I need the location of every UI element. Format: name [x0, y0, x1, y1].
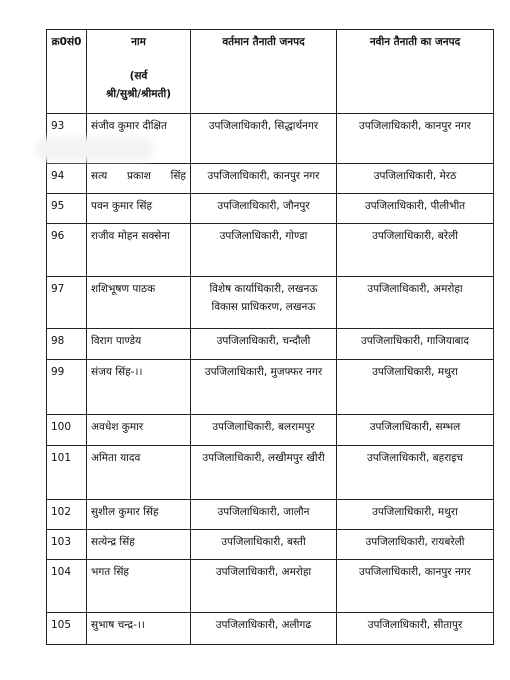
table-row	[47, 613, 494, 645]
header-name-sub2: श्री/सुश्री/श्रीमती)	[105, 88, 171, 100]
row-new-posting: उपजिलाधिकारी, सीतापुर	[337, 613, 494, 645]
row-serial: 93	[47, 114, 87, 164]
row-new-posting: उपजिलाधिकारी, अमरोहा	[337, 277, 494, 329]
header-name-label: नाम	[131, 36, 146, 48]
table-row	[47, 500, 494, 530]
row-current-posting: उपजिलाधिकारी, लखीमपुर खीरी	[191, 446, 337, 500]
row-serial: 98	[47, 329, 87, 360]
row-serial: 97	[47, 277, 87, 329]
row-new-posting: उपजिलाधिकारी, रायबरेली	[337, 530, 494, 560]
row-current-posting: उपजिलाधिकारी, अमरोहा	[191, 560, 337, 613]
table-body	[47, 114, 494, 645]
table-row	[47, 446, 494, 500]
row-current-posting: उपजिलाधिकारी, कानपुर नगर	[191, 164, 337, 194]
row-current-posting: विशेष कार्याधिकारी, लखनऊ विकास प्राधिकरण, लखनऊ	[191, 277, 337, 329]
row-serial: 94	[47, 164, 87, 194]
row-current-posting: उपजिलाधिकारी, चन्दौली	[191, 329, 337, 360]
table-row	[47, 415, 494, 446]
row-current-posting: उपजिलाधिकारी, अलीगढ	[191, 613, 337, 645]
row-name: सुभाष चन्द्र-।।	[87, 613, 191, 645]
row-current-posting: उपजिलाधिकारी, बलरामपुर	[191, 415, 337, 446]
table-row	[47, 329, 494, 360]
table-row	[47, 560, 494, 613]
table-row	[47, 164, 494, 194]
row-name: अमिता यादव	[87, 446, 191, 500]
row-name: सुशील कुमार सिंह	[87, 500, 191, 530]
row-serial: 101	[47, 446, 87, 500]
row-current-posting: उपजिलाधिकारी, सिद्धार्थनगर	[191, 114, 337, 164]
row-name: अवधेश कुमार	[87, 415, 191, 446]
row-name: सत्य प्रकाश सिंह	[87, 164, 191, 194]
row-name: सत्येन्द्र सिंह	[87, 530, 191, 560]
header-row	[47, 30, 494, 114]
table-row	[47, 224, 494, 277]
row-new-posting: उपजिलाधिकारी, कानपुर नगर	[337, 114, 494, 164]
row-serial: 104	[47, 560, 87, 613]
row-serial: 95	[47, 194, 87, 224]
row-name: संजय सिंह-।।	[87, 360, 191, 415]
scan-smudge	[36, 137, 154, 161]
header-current-posting: वर्तमान तैनाती जनपद	[191, 30, 337, 114]
header-serial: क्र0सं0	[47, 30, 87, 114]
table-row	[47, 194, 494, 224]
row-current-posting: उपजिलाधिकारी, गोण्डा	[191, 224, 337, 277]
row-name: भगत सिंह	[87, 560, 191, 613]
row-new-posting: उपजिलाधिकारी, गाजियाबाद	[337, 329, 494, 360]
row-new-posting: उपजिलाधिकारी, पीलीभीत	[337, 194, 494, 224]
row-serial: 103	[47, 530, 87, 560]
row-new-posting: उपजिलाधिकारी, मेरठ	[337, 164, 494, 194]
row-serial: 105	[47, 613, 87, 645]
row-new-posting: उपजिलाधिकारी, मथुरा	[337, 500, 494, 530]
table-row	[47, 530, 494, 560]
row-new-posting: उपजिलाधिकारी, बरेली	[337, 224, 494, 277]
row-current-posting: उपजिलाधिकारी, मुजफ्फर नगर	[191, 360, 337, 415]
row-name: विराग पाण्डेय	[87, 329, 191, 360]
row-current-posting: उपजिलाधिकारी, बस्ती	[191, 530, 337, 560]
table-header	[47, 30, 494, 114]
row-serial: 96	[47, 224, 87, 277]
row-current-posting: उपजिलाधिकारी, जौनपुर	[191, 194, 337, 224]
header-new-posting: नवीन तैनाती का जनपद	[337, 30, 494, 114]
header-name-sub1: (सर्व	[129, 70, 148, 82]
row-serial: 100	[47, 415, 87, 446]
row-name: शशिभूषण पाठक	[87, 277, 191, 329]
row-serial: 102	[47, 500, 87, 530]
row-new-posting: उपजिलाधिकारी, सम्भल	[337, 415, 494, 446]
row-serial: 99	[47, 360, 87, 415]
row-current-posting: उपजिलाधिकारी, जालौन	[191, 500, 337, 530]
header-name	[87, 30, 191, 114]
row-new-posting: उपजिलाधिकारी, कानपुर नगर	[337, 560, 494, 613]
row-name: संजीव कुमार दीक्षित	[87, 114, 191, 164]
row-new-posting: उपजिलाधिकारी, बहराइच	[337, 446, 494, 500]
transfer-table	[46, 29, 494, 645]
table-row	[47, 277, 494, 329]
row-name: पवन कुमार सिंह	[87, 194, 191, 224]
row-new-posting: उपजिलाधिकारी, मथुरा	[337, 360, 494, 415]
table-row	[47, 360, 494, 415]
row-name: राजीव मोहन सक्सेना	[87, 224, 191, 277]
